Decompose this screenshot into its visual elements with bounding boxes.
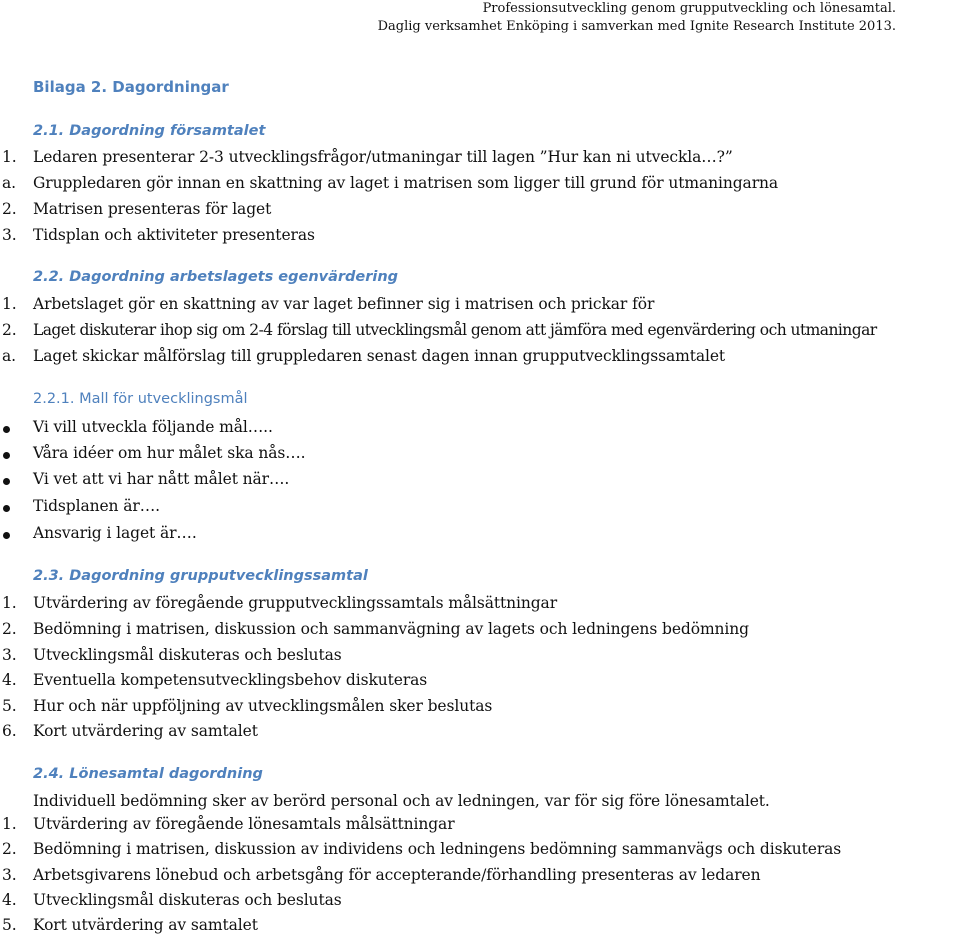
list-marker: 1. — [2, 815, 17, 833]
list-item-text: Utvecklingsmål diskuteras och beslutas — [33, 646, 342, 664]
list-marker: 2. — [2, 321, 17, 339]
list-item-text: Kort utvärdering av samtalet — [33, 916, 258, 934]
list-item-text: Utvärdering av föregående lönesamtals målsättningar — [33, 815, 455, 833]
list-item-text: Gruppledaren gör innan en skattning av laget i matrisen som ligger till grund för utmaningarna — [33, 174, 779, 192]
section-intro-text: Individuell bedömning sker av berörd personal och av ledningen, var för sig före lönesamtalet. — [33, 792, 770, 810]
list-item-text: Bedömning i matrisen, diskussion och sammanvägning av lagets och ledningens bedömning — [33, 620, 749, 638]
section-title-2-2-1: 2.2.1. Mall för utvecklingsmål — [33, 391, 248, 407]
section-title-2-4: 2.4. Lönesamtal dagordning — [33, 766, 263, 782]
header-line-2: Daglig verksamhet Enköping i samverkan med Ignite Research Institute 2013. — [377, 19, 896, 34]
bullet-item-text: Tidsplanen är…. — [33, 497, 160, 515]
bullet-item-text: Ansvarig i laget är…. — [33, 524, 197, 542]
list-item-text: Hur och när uppföljning av utvecklingsmålen sker beslutas — [33, 697, 493, 715]
list-item-text: Utvecklingsmål diskuteras och beslutas — [33, 891, 342, 909]
bullet-item-text: Vi vill utveckla följande mål….. — [33, 418, 273, 436]
list-marker: 4. — [2, 891, 17, 909]
bullet-item-text: Vi vet att vi har nått målet när…. — [33, 470, 290, 488]
header-line-1: Professionsutveckling genom grupputveckling och lönesamtal. — [482, 1, 896, 16]
list-item-text: Kort utvärdering av samtalet — [33, 722, 258, 740]
list-marker: 3. — [2, 226, 17, 244]
list-item-text: Eventuella kompetensutvecklingsbehov diskuteras — [33, 671, 428, 689]
list-item-text: Bedömning i matrisen, diskussion av individens och ledningens bedömning sammanvägs och diskuteras — [33, 840, 842, 858]
bullet-icon — [3, 426, 10, 433]
bullet-icon — [3, 452, 10, 459]
list-marker: 1. — [2, 295, 17, 313]
list-item-text: Arbetsgivarens lönebud och arbetsgång för accepterande/förhandling presenteras av ledaren — [33, 866, 761, 884]
list-marker: 3. — [2, 646, 17, 664]
list-item-text: Laget skickar målförslag till gruppledaren senast dagen innan grupputvecklingssamtalet — [33, 347, 726, 365]
bullet-icon — [3, 478, 10, 485]
bullet-item-text: Våra idéer om hur målet ska nås…. — [33, 444, 306, 462]
list-marker: 2. — [2, 620, 17, 638]
bilaga-title: Bilaga 2. Dagordningar — [33, 78, 229, 96]
list-marker: 5. — [2, 916, 17, 934]
list-marker: 2. — [2, 200, 17, 218]
bullet-icon — [3, 532, 10, 539]
list-marker: a. — [2, 174, 16, 192]
list-marker: 6. — [2, 722, 17, 740]
list-marker: 1. — [2, 594, 17, 612]
list-marker: 1. — [2, 148, 17, 166]
list-marker: 3. — [2, 866, 17, 884]
list-item-text: Tidsplan och aktiviteter presenteras — [33, 226, 315, 244]
section-title-2-3: 2.3. Dagordning grupputvecklingssamtal — [33, 568, 368, 584]
page-header — [378, 0, 896, 36]
list-marker: 2. — [2, 840, 17, 858]
list-marker: a. — [2, 347, 16, 365]
section-title-2-1: 2.1. Dagordning församtalet — [33, 123, 266, 139]
list-item-text: Utvärdering av föregående grupputvecklingssamtals målsättningar — [33, 594, 558, 612]
list-marker: 5. — [2, 697, 17, 715]
bullet-icon — [3, 505, 10, 512]
list-item-text: Matrisen presenteras för laget — [33, 200, 272, 218]
list-item-text: Arbetslaget gör en skattning av var laget befinner sig i matrisen och prickar för — [33, 295, 655, 313]
list-marker: 4. — [2, 671, 17, 689]
section-title-2-2: 2.2. Dagordning arbetslagets egenvärdering — [33, 269, 399, 285]
list-item-text: Laget diskuterar ihop sig om 2-4 förslag till utvecklingsmål genom att jämföra med egenvärdering och utmaningar — [33, 321, 877, 339]
list-item-text: Ledaren presenterar 2-3 utvecklingsfrågor/utmaningar till lagen ”Hur kan ni utveckla…?” — [33, 148, 733, 166]
